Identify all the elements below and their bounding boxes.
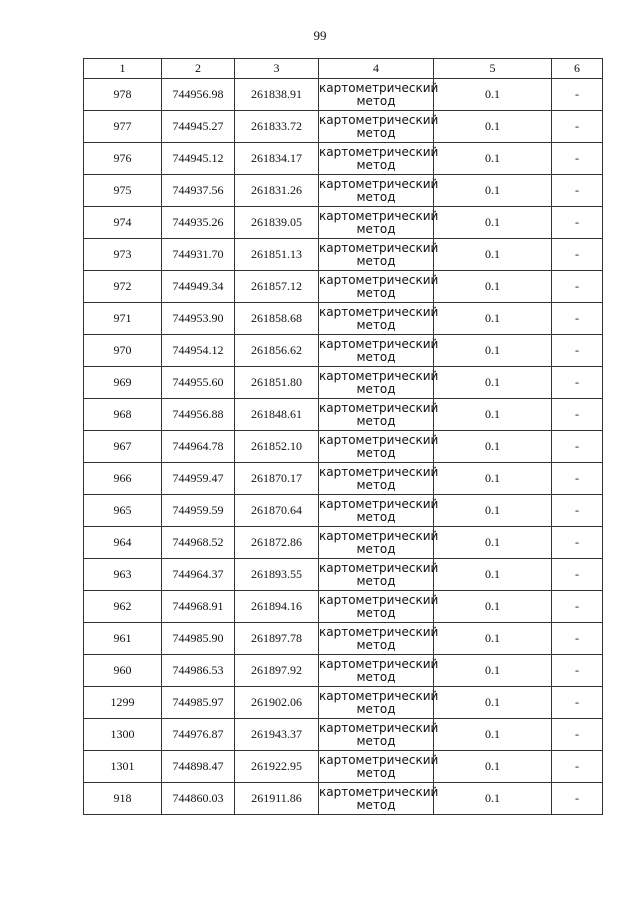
y-coordinate-cell: 261870.64 (235, 495, 319, 527)
accuracy-cell: 0.1 (434, 655, 552, 687)
point-number-cell: 975 (84, 175, 162, 207)
method-line-2: метод (356, 445, 396, 460)
accuracy-cell: 0.1 (434, 431, 552, 463)
note-cell: - (552, 399, 603, 431)
point-number-cell: 963 (84, 559, 162, 591)
table-row (84, 399, 603, 431)
y-coordinate-cell: 261897.92 (235, 655, 319, 687)
x-coordinate-cell: 744955.60 (162, 367, 235, 399)
y-coordinate-cell: 261894.16 (235, 591, 319, 623)
header-col-4: 4 (319, 59, 434, 79)
method-line-2: метод (356, 413, 396, 428)
accuracy-cell: 0.1 (434, 367, 552, 399)
note-cell: - (552, 303, 603, 335)
method-line-2: метод (356, 285, 396, 300)
header-col-3: 3 (235, 59, 319, 79)
accuracy-cell: 0.1 (434, 751, 552, 783)
x-coordinate-cell: 744959.59 (162, 495, 235, 527)
y-coordinate-cell: 261852.10 (235, 431, 319, 463)
note-cell: - (552, 655, 603, 687)
table-row (84, 719, 603, 751)
x-coordinate-cell: 744985.97 (162, 687, 235, 719)
table-row (84, 655, 603, 687)
method-cell (319, 559, 439, 591)
point-number-cell: 969 (84, 367, 162, 399)
y-coordinate-cell: 261848.61 (235, 399, 319, 431)
method-line-1: картометрический (319, 368, 439, 383)
method-line-2: метод (356, 93, 396, 108)
table-header-row (84, 59, 603, 79)
point-number-cell: 964 (84, 527, 162, 559)
y-coordinate-cell: 261856.62 (235, 335, 319, 367)
point-number-cell: 961 (84, 623, 162, 655)
y-coordinate-cell: 261943.37 (235, 719, 319, 751)
method-cell (319, 175, 439, 207)
note-cell: - (552, 719, 603, 751)
method-line-1: картометрический (319, 304, 439, 319)
x-coordinate-cell: 744968.91 (162, 591, 235, 623)
header-col-6: 6 (552, 59, 603, 79)
x-coordinate-cell: 744931.70 (162, 239, 235, 271)
accuracy-cell: 0.1 (434, 335, 552, 367)
table-row (84, 463, 603, 495)
table-row (84, 367, 603, 399)
x-coordinate-cell: 744956.98 (162, 79, 235, 111)
header-col-2: 2 (162, 59, 235, 79)
method-line-2: метод (356, 221, 396, 236)
y-coordinate-cell: 261834.17 (235, 143, 319, 175)
method-line-2: метод (356, 317, 396, 332)
table-row (84, 335, 603, 367)
method-line-2: метод (356, 669, 396, 684)
point-number-cell: 965 (84, 495, 162, 527)
y-coordinate-cell: 261851.80 (235, 367, 319, 399)
point-number-cell: 967 (84, 431, 162, 463)
x-coordinate-cell: 744945.12 (162, 143, 235, 175)
accuracy-cell: 0.1 (434, 271, 552, 303)
method-cell (319, 687, 439, 719)
method-line-2: метод (356, 605, 396, 620)
method-cell (319, 79, 439, 111)
table-row (84, 687, 603, 719)
note-cell: - (552, 751, 603, 783)
method-line-2: метод (356, 157, 396, 172)
note-cell: - (552, 79, 603, 111)
table-row (84, 271, 603, 303)
point-number-cell: 960 (84, 655, 162, 687)
x-coordinate-cell: 744964.37 (162, 559, 235, 591)
accuracy-cell: 0.1 (434, 559, 552, 591)
x-coordinate-cell: 744954.12 (162, 335, 235, 367)
method-cell (319, 655, 439, 687)
method-cell (319, 335, 439, 367)
x-coordinate-cell: 744860.03 (162, 783, 235, 815)
point-number-cell: 973 (84, 239, 162, 271)
y-coordinate-cell: 261833.72 (235, 111, 319, 143)
method-cell (319, 367, 439, 399)
y-coordinate-cell: 261893.55 (235, 559, 319, 591)
point-number-cell: 972 (84, 271, 162, 303)
method-line-2: метод (356, 509, 396, 524)
accuracy-cell: 0.1 (434, 591, 552, 623)
method-cell (319, 623, 439, 655)
point-number-cell: 978 (84, 79, 162, 111)
method-line-2: метод (356, 381, 396, 396)
point-number-cell: 976 (84, 143, 162, 175)
header-col-5: 5 (434, 59, 552, 79)
method-cell (319, 207, 439, 239)
note-cell: - (552, 271, 603, 303)
table-row (84, 751, 603, 783)
y-coordinate-cell: 261922.95 (235, 751, 319, 783)
note-cell: - (552, 431, 603, 463)
accuracy-cell: 0.1 (434, 463, 552, 495)
table-row (84, 623, 603, 655)
method-line-1: картометрический (319, 240, 439, 255)
x-coordinate-cell: 744945.27 (162, 111, 235, 143)
method-cell (319, 527, 439, 559)
coordinates-table (83, 58, 603, 815)
y-coordinate-cell: 261831.26 (235, 175, 319, 207)
x-coordinate-cell: 744949.34 (162, 271, 235, 303)
point-number-cell: 1299 (84, 687, 162, 719)
accuracy-cell: 0.1 (434, 527, 552, 559)
method-line-2: метод (356, 701, 396, 716)
method-cell (319, 783, 439, 815)
y-coordinate-cell: 261911.86 (235, 783, 319, 815)
table-row (84, 79, 603, 111)
method-cell (319, 303, 439, 335)
accuracy-cell: 0.1 (434, 175, 552, 207)
table-row (84, 239, 603, 271)
table-row (84, 431, 603, 463)
method-line-1: картометрический (319, 528, 439, 543)
method-line-2: метод (356, 637, 396, 652)
table-row (84, 303, 603, 335)
method-line-1: картометрический (319, 624, 439, 639)
y-coordinate-cell: 261897.78 (235, 623, 319, 655)
note-cell: - (552, 495, 603, 527)
note-cell: - (552, 207, 603, 239)
accuracy-cell: 0.1 (434, 207, 552, 239)
method-cell (319, 719, 439, 751)
method-line-1: картометрический (319, 720, 439, 735)
x-coordinate-cell: 744937.56 (162, 175, 235, 207)
point-number-cell: 968 (84, 399, 162, 431)
method-line-1: картометрический (319, 656, 439, 671)
x-coordinate-cell: 744956.88 (162, 399, 235, 431)
method-cell (319, 143, 439, 175)
method-line-2: метод (356, 349, 396, 364)
method-line-1: картометрический (319, 688, 439, 703)
table-row (84, 591, 603, 623)
method-line-1: картометрический (319, 464, 439, 479)
method-line-1: картометрический (319, 80, 439, 95)
method-cell (319, 431, 439, 463)
method-cell (319, 463, 439, 495)
method-line-1: картометрический (319, 752, 439, 767)
x-coordinate-cell: 744953.90 (162, 303, 235, 335)
method-cell (319, 591, 439, 623)
method-line-2: метод (356, 733, 396, 748)
method-line-1: картометрический (319, 144, 439, 159)
method-line-2: метод (356, 765, 396, 780)
page-number: 99 (313, 28, 327, 43)
method-line-1: картометрический (319, 272, 439, 287)
point-number-cell: 1300 (84, 719, 162, 751)
method-line-2: метод (356, 253, 396, 268)
note-cell: - (552, 527, 603, 559)
method-cell (319, 111, 439, 143)
table-row (84, 207, 603, 239)
method-line-1: картометрический (319, 112, 439, 127)
method-line-1: картометрический (319, 208, 439, 223)
accuracy-cell: 0.1 (434, 111, 552, 143)
method-line-1: картометрический (319, 336, 439, 351)
y-coordinate-cell: 261858.68 (235, 303, 319, 335)
note-cell: - (552, 335, 603, 367)
note-cell: - (552, 143, 603, 175)
point-number-cell: 974 (84, 207, 162, 239)
x-coordinate-cell: 744986.53 (162, 655, 235, 687)
note-cell: - (552, 239, 603, 271)
note-cell: - (552, 463, 603, 495)
note-cell: - (552, 559, 603, 591)
table-row (84, 783, 603, 815)
x-coordinate-cell: 744985.90 (162, 623, 235, 655)
y-coordinate-cell: 261870.17 (235, 463, 319, 495)
point-number-cell: 918 (84, 783, 162, 815)
y-coordinate-cell: 261872.86 (235, 527, 319, 559)
table-row (84, 111, 603, 143)
point-number-cell: 1301 (84, 751, 162, 783)
x-coordinate-cell: 744968.52 (162, 527, 235, 559)
y-coordinate-cell: 261851.13 (235, 239, 319, 271)
table-row (84, 175, 603, 207)
method-cell (319, 239, 439, 271)
accuracy-cell: 0.1 (434, 495, 552, 527)
y-coordinate-cell: 261839.05 (235, 207, 319, 239)
note-cell: - (552, 175, 603, 207)
note-cell: - (552, 367, 603, 399)
point-number-cell: 970 (84, 335, 162, 367)
x-coordinate-cell: 744935.26 (162, 207, 235, 239)
note-cell: - (552, 687, 603, 719)
x-coordinate-cell: 744898.47 (162, 751, 235, 783)
accuracy-cell: 0.1 (434, 143, 552, 175)
method-cell (319, 751, 439, 783)
method-line-1: картометрический (319, 592, 439, 607)
table-row (84, 495, 603, 527)
table-row (84, 559, 603, 591)
accuracy-cell: 0.1 (434, 303, 552, 335)
point-number-cell: 962 (84, 591, 162, 623)
method-line-2: метод (356, 477, 396, 492)
point-number-cell: 971 (84, 303, 162, 335)
method-line-1: картометрический (319, 400, 439, 415)
method-line-1: картометрический (319, 176, 439, 191)
accuracy-cell: 0.1 (434, 623, 552, 655)
point-number-cell: 966 (84, 463, 162, 495)
table-row (84, 527, 603, 559)
point-number-cell: 977 (84, 111, 162, 143)
x-coordinate-cell: 744959.47 (162, 463, 235, 495)
accuracy-cell: 0.1 (434, 79, 552, 111)
y-coordinate-cell: 261857.12 (235, 271, 319, 303)
accuracy-cell: 0.1 (434, 719, 552, 751)
x-coordinate-cell: 744964.78 (162, 431, 235, 463)
accuracy-cell: 0.1 (434, 399, 552, 431)
method-line-2: метод (356, 189, 396, 204)
method-line-1: картометрический (319, 560, 439, 575)
table-row (84, 143, 603, 175)
accuracy-cell: 0.1 (434, 687, 552, 719)
method-line-2: метод (356, 541, 396, 556)
x-coordinate-cell: 744976.87 (162, 719, 235, 751)
note-cell: - (552, 623, 603, 655)
method-line-1: картометрический (319, 496, 439, 511)
note-cell: - (552, 591, 603, 623)
y-coordinate-cell: 261902.06 (235, 687, 319, 719)
method-line-1: картометрический (319, 784, 439, 799)
method-cell (319, 271, 439, 303)
note-cell: - (552, 783, 603, 815)
accuracy-cell: 0.1 (434, 239, 552, 271)
y-coordinate-cell: 261838.91 (235, 79, 319, 111)
method-line-1: картометрический (319, 432, 439, 447)
method-line-2: метод (356, 797, 396, 812)
header-col-1: 1 (84, 59, 162, 79)
method-cell (319, 495, 439, 527)
note-cell: - (552, 111, 603, 143)
method-line-2: метод (356, 125, 396, 140)
accuracy-cell: 0.1 (434, 783, 552, 815)
table-body (84, 79, 603, 815)
method-cell (319, 399, 439, 431)
method-line-2: метод (356, 573, 396, 588)
